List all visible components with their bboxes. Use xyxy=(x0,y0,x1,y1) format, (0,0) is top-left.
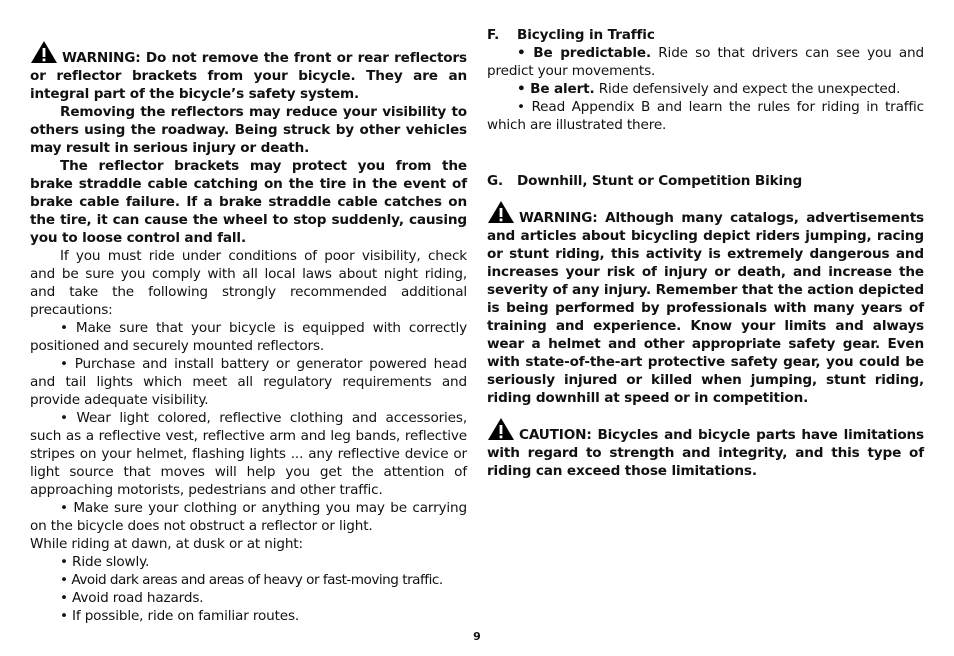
section-g-title: Downhill, Stunt or Competition Biking xyxy=(517,173,803,189)
para-poor-visibility: If you must ride under conditions of poor visibility, check and be sure you comply with all local laws about night riding, and take the following strongly recommended additional precautions: xyxy=(30,248,467,318)
section-f-title: Bicycling in Traffic xyxy=(517,27,655,43)
list-item: • If possible, ride on familiar routes. xyxy=(60,608,300,624)
warning-triangle-icon xyxy=(487,200,515,224)
warning-triangle-icon xyxy=(30,40,58,64)
section-f-heading xyxy=(487,26,924,44)
para-removing: Removing the reflectors may reduce your visibility to others using the roadway. Being struck by other vehicles may result in serious injury or death. xyxy=(30,104,467,156)
bullet-obstruct: • Make sure your clothing or anything you may be carrying on the bicycle does not obstruct a reflector or light. xyxy=(30,500,467,534)
caution-text: CAUTION: Bicycles and bicycle parts have limitations with regard to strength and integrity, and this type of riding can exceed those limitations. xyxy=(487,427,924,479)
item-be-alert: • Be alert. Ride defensively and expect the unexpected. xyxy=(517,81,901,97)
section-g-heading xyxy=(487,172,924,190)
page-number: 9 xyxy=(473,630,481,643)
warning-triangle-icon xyxy=(487,417,515,441)
para-reflector-brackets: The reflector brackets may protect you from the brake straddle cable catching on the tire in the event of brake cable failure. If a brake straddle cable catches on the tire, it can cause the wheel to stop suddenly, causing you to loose control and fall. xyxy=(30,158,467,246)
bullet-lights: • Purchase and install battery or generator powered head and tail lights which meet all regulatory requirements and provide adequate visibility. xyxy=(30,356,467,408)
list-item: • Ride slowly. xyxy=(60,554,150,570)
warning-label: WARNING: xyxy=(62,50,141,66)
while-riding: While riding at dawn, at dusk or at night: xyxy=(30,536,303,552)
right-column xyxy=(487,0,924,480)
item-be-predictable: • Be predictable. Ride so that drivers can see you and predict your movements. xyxy=(487,45,925,79)
caution xyxy=(487,417,924,480)
bullet-reflectors: • Make sure that your bicycle is equipped with correctly positioned and securely mounted reflectors. xyxy=(30,320,467,354)
bullet-clothing: • Wear light colored, reflective clothing and accessories, such as a reflective vest, reflective arm and leg bands, reflective stripes on your helmet, flashing lights ... any reflective device or light source that moves will help you get the attention of approaching motorists, pedestrians and other traffic. xyxy=(30,410,467,498)
list-item: • Avoid road hazards. xyxy=(60,590,204,606)
left-column xyxy=(30,0,467,625)
section-f-letter: F. xyxy=(487,27,500,43)
section-g-letter: G. xyxy=(487,173,504,189)
stunt-warning-text: WARNING: Although many catalogs, advertisements and articles about bicycling depict riders jumping, racing or stunt riding, this activity is extremely dangerous and increases your risk of injury or death, and increase the severity of any injury. Remember that the action depicted is being performed by professionals with many years of training and experience. Know your limits and always wear a helmet and other appropriate safety gear. Even with state-of-the-art protective safety gear, you could be seriously injured or killed when jumping, stunt riding, riding downhill at speed or in competition. xyxy=(487,210,924,406)
warning-text: Do not remove the front or rear reflectors or reflector brackets from your bicycle. They are an integral part of the bicycle’s safety system. xyxy=(30,50,467,102)
reflector-warning xyxy=(30,40,467,103)
item-appendix-b: • Read Appendix B and learn the rules for riding in traffic which are illustrated there. xyxy=(487,99,924,133)
stunt-warning xyxy=(487,200,924,407)
list-item: • Avoid dark areas and areas of heavy or fast-moving traffic. xyxy=(60,572,443,588)
